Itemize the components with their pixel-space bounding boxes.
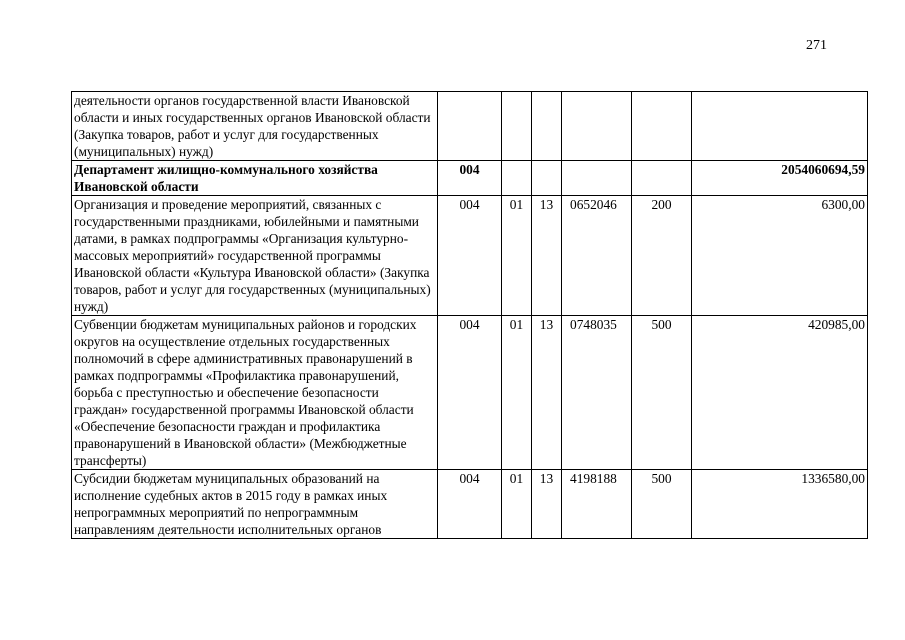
expense-type-code: 500 — [632, 470, 692, 539]
ministry-code — [438, 92, 502, 161]
subsection-code: 13 — [532, 470, 562, 539]
amount: 2054060694,59 — [692, 161, 868, 196]
subsection-code: 13 — [532, 316, 562, 470]
target-article-code: 4198188 — [562, 470, 632, 539]
expense-type-code — [632, 161, 692, 196]
expense-type-code — [632, 92, 692, 161]
target-article-code: 0652046 — [562, 196, 632, 316]
section-code: 01 — [502, 470, 532, 539]
expense-name: деятельности органов государственной власти Ивановской области и иных государственных органов Ивановской области (Закупка товаров, работ и услуг для государственных (муниципальных) нужд) — [72, 92, 438, 161]
target-article-code — [562, 161, 632, 196]
ministry-code: 004 — [438, 161, 502, 196]
amount: 1336580,00 — [692, 470, 868, 539]
table-row — [72, 92, 868, 161]
expense-name: Субсидии бюджетам муниципальных образований на исполнение судебных актов в 2015 году в рамках иных непрограммных мероприятий по непрограммным направлениям деятельности исполнительных органов — [72, 470, 438, 539]
ministry-code: 004 — [438, 316, 502, 470]
section-code — [502, 92, 532, 161]
amount: 420985,00 — [692, 316, 868, 470]
section-code: 01 — [502, 316, 532, 470]
ministry-code: 004 — [438, 196, 502, 316]
budget-table — [71, 91, 868, 539]
target-article-code — [562, 92, 632, 161]
expense-type-code: 200 — [632, 196, 692, 316]
subsection-code — [532, 161, 562, 196]
target-article-code: 0748035 — [562, 316, 632, 470]
table-row-department — [72, 161, 868, 196]
subsection-code — [532, 92, 562, 161]
amount: 6300,00 — [692, 196, 868, 316]
page-number: 271 — [806, 38, 827, 53]
table-row — [72, 196, 868, 316]
expense-type-code: 500 — [632, 316, 692, 470]
amount — [692, 92, 868, 161]
section-code: 01 — [502, 196, 532, 316]
expense-name: Субвенции бюджетам муниципальных районов и городских округов на осуществление отдельных государственных полномочий в сфере административных правонарушений в рамках подпрограммы «Профилактика правонарушений, борьба с преступностью и обеспечение безопасности граждан» государственной программы Ивановской области «Обеспечение безопасности граждан и профилактика правонарушений в Ивановской области» (Межбюджетные трансферты) — [72, 316, 438, 470]
expense-name: Департамент жилищно-коммунального хозяйства Ивановской области — [72, 161, 438, 196]
table-row — [72, 470, 868, 539]
subsection-code: 13 — [532, 196, 562, 316]
table-row — [72, 316, 868, 470]
ministry-code: 004 — [438, 470, 502, 539]
expense-name: Организация и проведение мероприятий, связанных с государственными праздниками, юбилейными и памятными датами, в рамках подпрограммы «Организация культурно-массовых мероприятий» государственной программы Ивановской области «Культура Ивановской области» (Закупка товаров, работ и услуг для государственных (муниципальных) нужд) — [72, 196, 438, 316]
section-code — [502, 161, 532, 196]
